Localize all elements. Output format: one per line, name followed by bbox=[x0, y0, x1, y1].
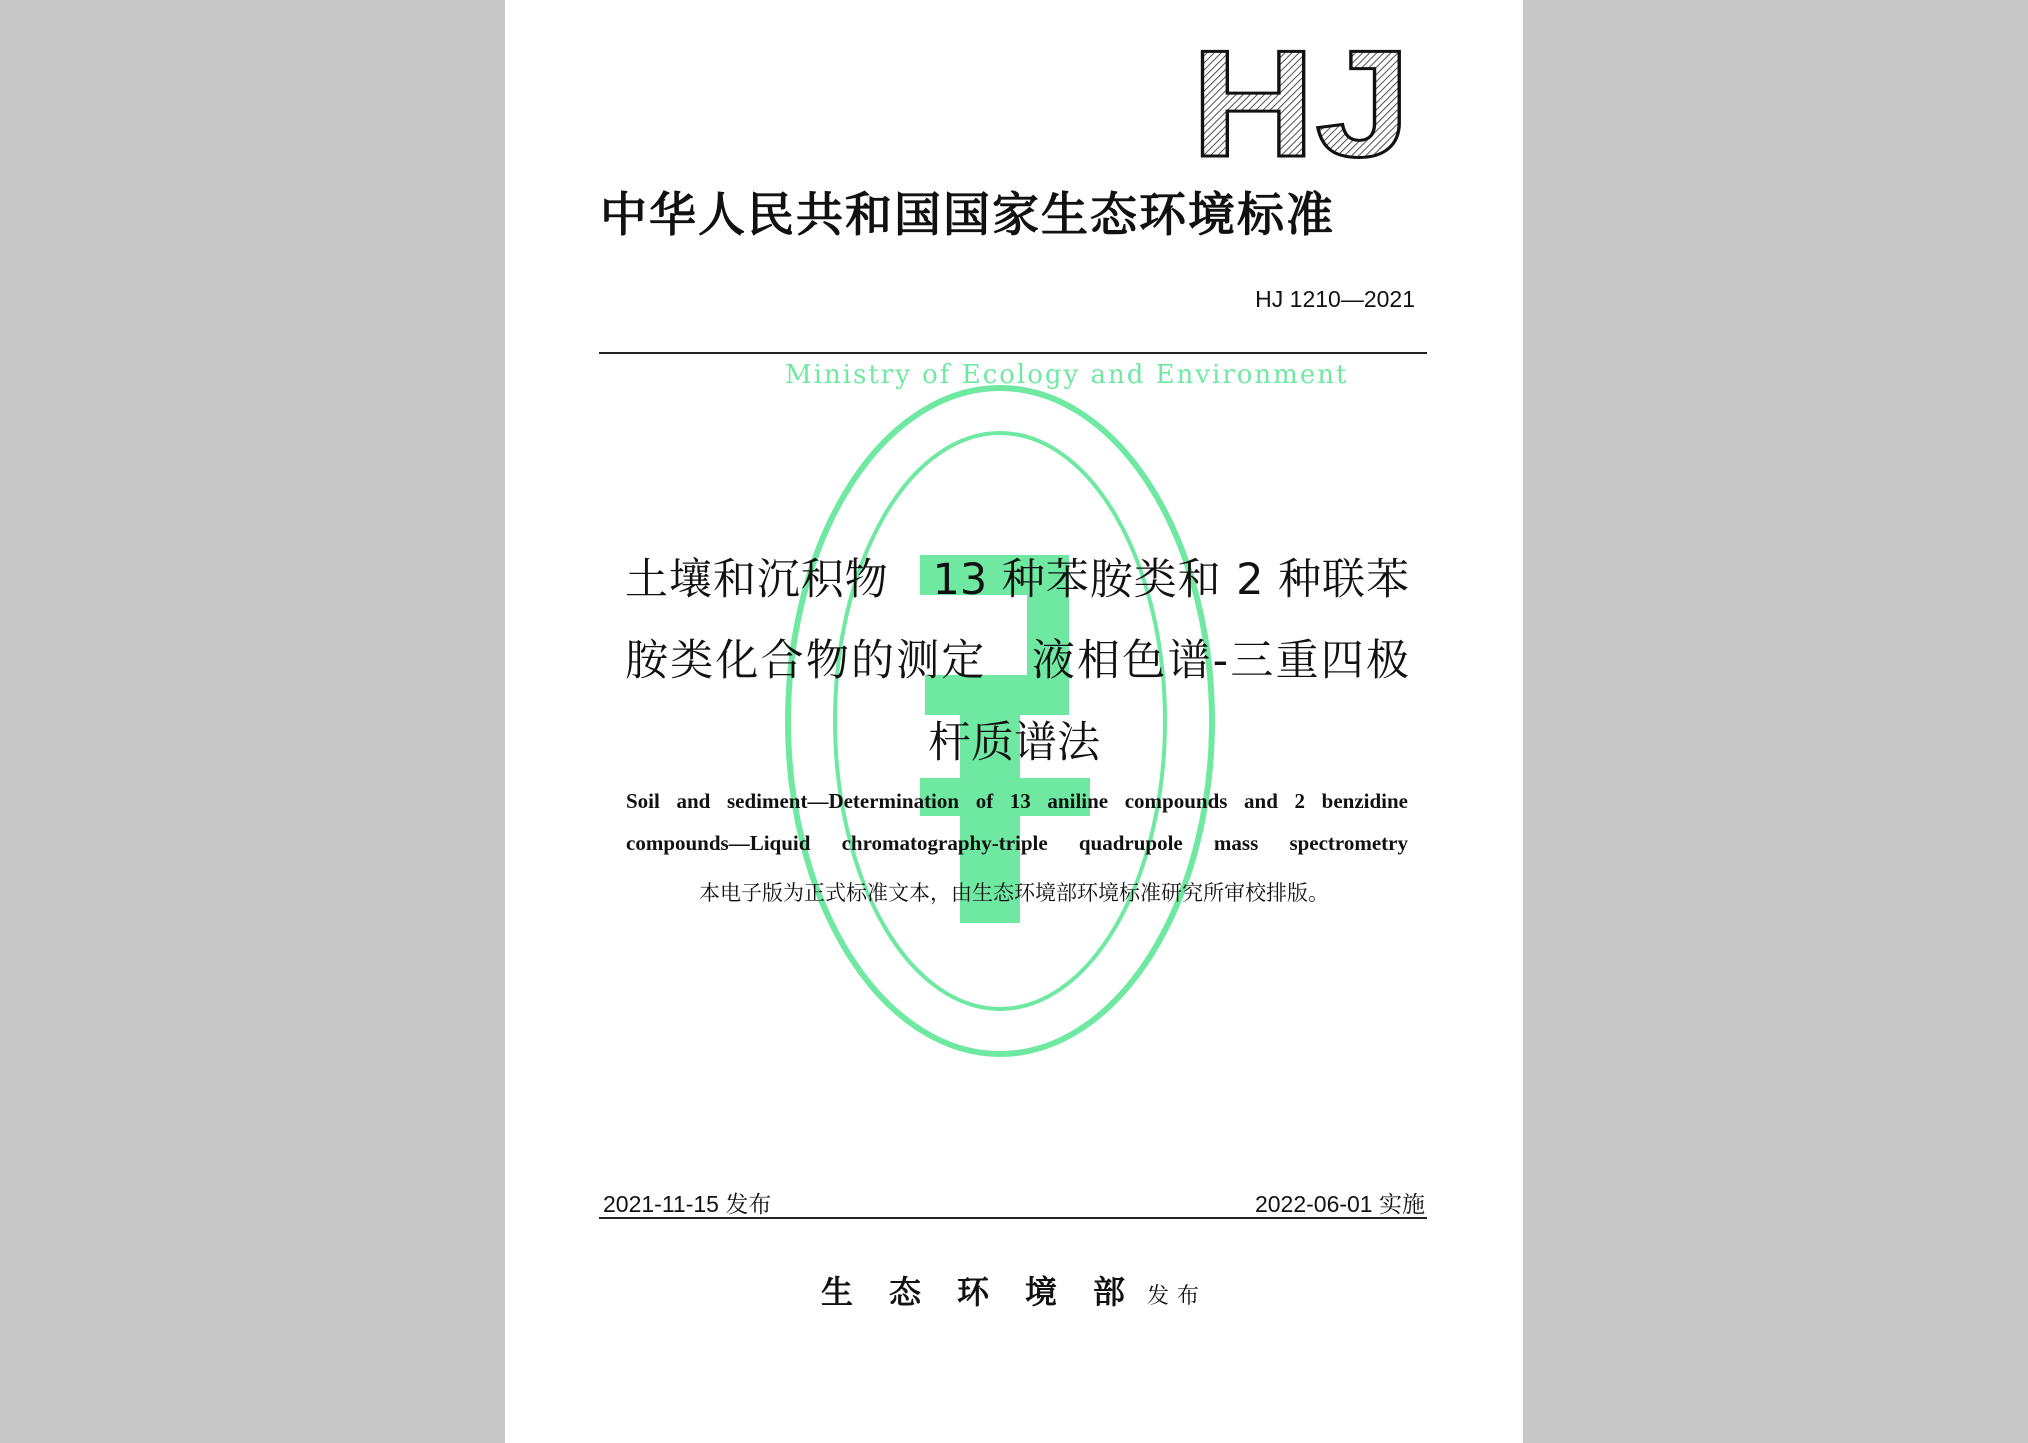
english-title-line-1: Soil and sediment—Determination of 13 aniline compounds and 2 benzidine bbox=[626, 789, 1408, 813]
edition-note: 本电子版为正式标准文本，由生态环境部环境标准研究所审校排版。 bbox=[699, 881, 1329, 905]
seal-text: Ministry of Ecology and Environment bbox=[785, 360, 1349, 390]
standard-cover-page bbox=[505, 0, 1523, 1443]
publisher-suffix: 发布 bbox=[1147, 1284, 1208, 1309]
english-title-line-2: compounds—Liquid chromatography-triple quadrupole mass spectrometry bbox=[626, 831, 1408, 855]
chinese-title-line-1: 土壤和沉积物 13 种苯胺类和 2 种联苯 bbox=[625, 555, 1409, 605]
issue-date: 2021-11-15 发布 bbox=[603, 1191, 772, 1217]
implementation-date: 2022-06-01 实施 bbox=[1254, 1191, 1425, 1217]
publisher-name: 生态环境部 bbox=[820, 1273, 1161, 1311]
chinese-title-line-2: 胺类化合物的测定 液相色谱-三重四极 bbox=[625, 636, 1409, 686]
bottom-rule bbox=[599, 1217, 1427, 1219]
publisher-line bbox=[505, 1267, 1523, 1313]
issuing-body-title: 中华人民共和国国家生态环境标准 bbox=[600, 188, 1335, 243]
top-rule bbox=[599, 352, 1427, 354]
chinese-title-line-3: 杆质谱法 bbox=[928, 718, 1100, 768]
standard-number: HJ 1210—2021 bbox=[1255, 286, 1415, 312]
hj-logo bbox=[1187, 19, 1415, 189]
svg-text:HJ: HJ bbox=[1191, 19, 1411, 189]
